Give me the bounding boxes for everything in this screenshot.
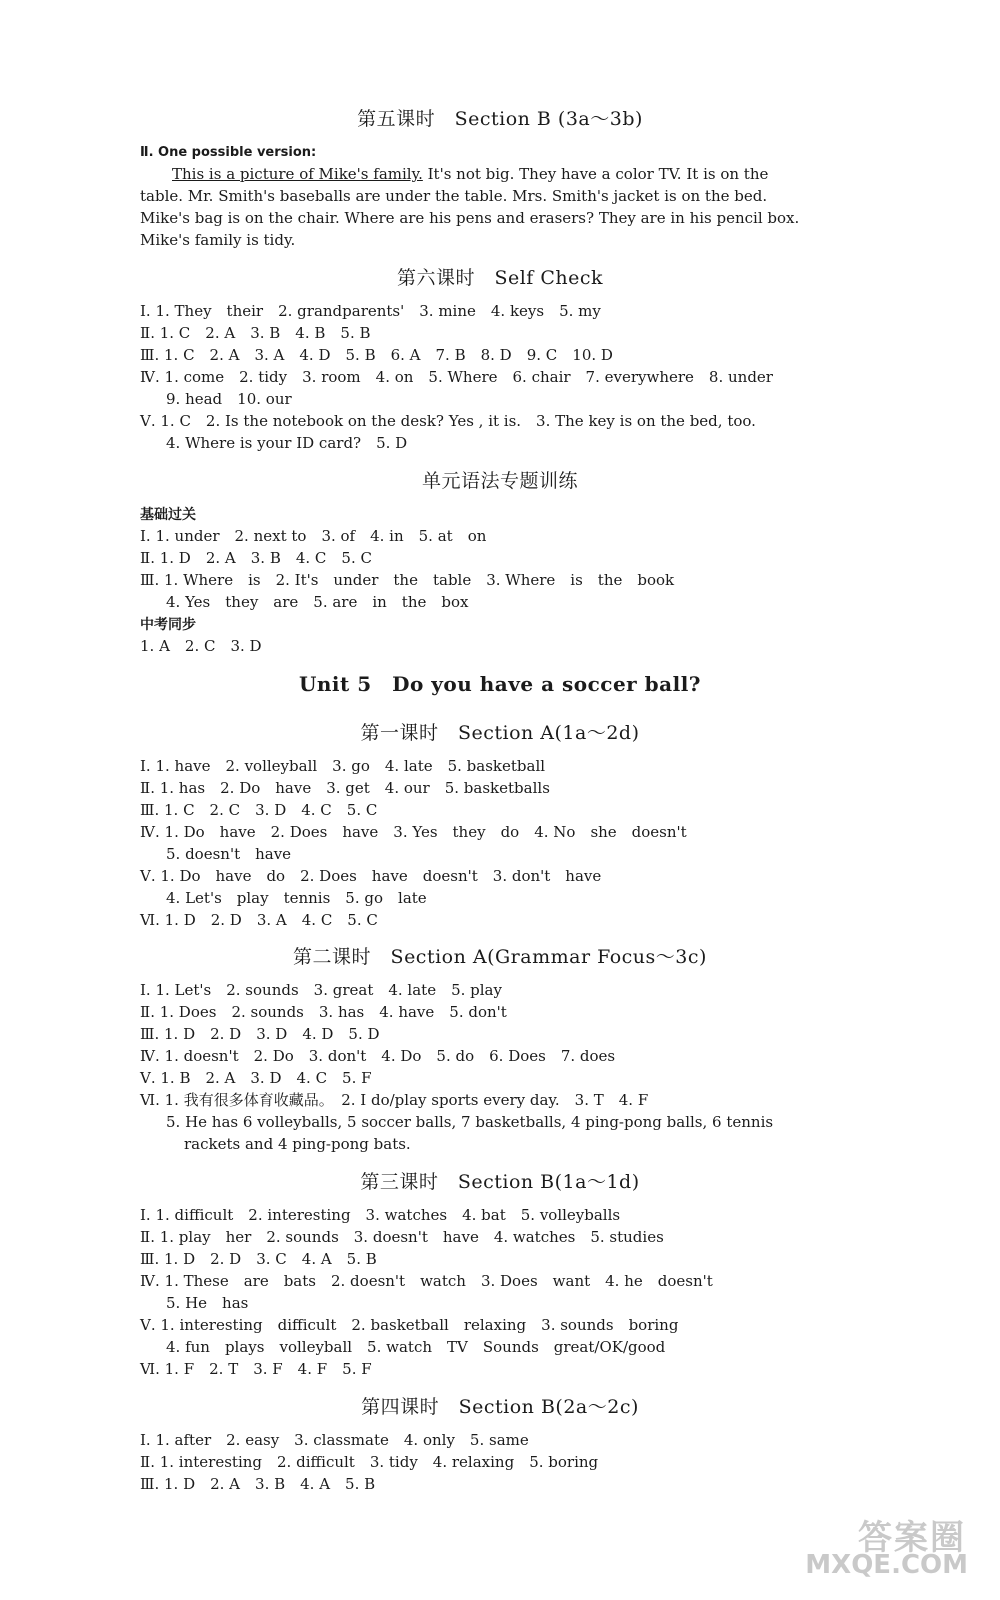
- answer-line: Ⅳ. 1. Do have 2. Does have 3. Yes they do 4. No she doesn't: [140, 823, 687, 841]
- answer-line: Ⅲ. 1. D 2. A 3. B 4. A 5. B: [140, 1475, 376, 1493]
- answer-line: Ⅴ. 1. Do have do 2. Does have doesn't 3. don't have: [140, 867, 602, 885]
- answer-line: Ⅱ. 1. C 2. A 3. B 4. B 5. B: [140, 324, 371, 342]
- section-title-u3: 第三课时 Section B(1a～1d): [360, 1171, 640, 1193]
- section-title-u4: 第四课时 Section B(2a～2c): [361, 1396, 639, 1418]
- answer-line: Ⅲ. 1. D 2. D 3. D 4. D 5. D: [140, 1025, 380, 1043]
- answer-line: 4. Let's play tennis 5. go late: [166, 889, 427, 907]
- answer-line: Ⅱ. 1. has 2. Do have 3. get 4. our 5. basketballs: [140, 779, 550, 797]
- answer-line: 5. He has: [166, 1294, 249, 1312]
- answer-line: Ⅳ. 1. come 2. tidy 3. room 4. on 5. Where 6. chair 7. everywhere 8. under: [140, 368, 773, 386]
- subheading-basic: 基础过关: [140, 507, 196, 523]
- unit-title: Unit 5 Do you have a soccer ball?: [298, 672, 702, 696]
- answer-line: Ⅵ. 1. D 2. D 3. A 4. C 5. C: [140, 911, 378, 929]
- underlined-sentence: This is a picture of Mike's family.: [172, 165, 423, 183]
- answer-line: Ⅵ. 1. F 2. T 3. F 4. F 5. F: [140, 1360, 372, 1378]
- watermark-bottom: MXQE.COM: [805, 1550, 968, 1580]
- answer-line: Ⅲ. 1. D 2. D 3. C 4. A 5. B: [140, 1250, 377, 1268]
- answer-line: Ⅰ. 1. difficult 2. interesting 3. watches 4. bat 5. volleyballs: [140, 1206, 621, 1224]
- answer-line: Ⅴ. 1. interesting difficult 2. basketball relaxing 3. sounds boring: [140, 1316, 679, 1334]
- answer-line: Ⅱ. 1. interesting 2. difficult 3. tidy 4. relaxing 5. boring: [140, 1453, 599, 1471]
- watermark-top: 答案圈: [858, 1518, 966, 1558]
- answer-line: rackets and 4 ping-pong bats.: [184, 1135, 411, 1153]
- answer-line: Ⅴ. 1. B 2. A 3. D 4. C 5. F: [140, 1069, 372, 1087]
- answer-line: Ⅰ. 1. under 2. next to 3. of 4. in 5. at on: [140, 527, 487, 545]
- answer-line: Ⅰ. 1. after 2. easy 3. classmate 4. only 5. same: [140, 1431, 529, 1449]
- answer-line: 5. He has 6 volleyballs, 5 soccer balls, 7 basketballs, 4 ping-pong balls, 6 tennis: [166, 1113, 774, 1131]
- answer-line: Ⅵ. 1. 我有很多体育收藏品。 2. I do/play sports every day. 3. T 4. F: [140, 1091, 649, 1109]
- answer-line: 4. fun plays volleyball 5. watch TV Sounds great/OK/good: [166, 1338, 666, 1356]
- answer-line: Ⅰ. 1. Let's 2. sounds 3. great 4. late 5. play: [140, 981, 502, 999]
- answer-line: 1. A 2. C 3. D: [140, 637, 262, 655]
- answer-line: Ⅳ. 1. doesn't 2. Do 3. don't 4. Do 5. do 6. Does 7. does: [140, 1047, 616, 1065]
- section-title-grammar: 单元语法专题训练: [421, 470, 578, 492]
- answer-line: 4. Where is your ID card? 5. D: [166, 434, 408, 452]
- answer-line: 5. doesn't have: [166, 845, 292, 863]
- answer-line: 4. Yes they are 5. are in the box: [166, 593, 469, 611]
- answer-line: Ⅱ. 1. D 2. A 3. B 4. C 5. C: [140, 549, 372, 567]
- sentence-rest: It's not big. They have a color TV. It is on the: [422, 165, 769, 183]
- answer-line: Ⅳ. 1. These are bats 2. doesn't watch 3. Does want 4. he doesn't: [140, 1272, 713, 1290]
- answer-line: table. Mr. Smith's baseballs are under the table. Mrs. Smith's jacket is on the bed.: [140, 187, 768, 205]
- watermark-logo: [792, 1510, 972, 1580]
- answer-line: Mike's family is tidy.: [140, 231, 296, 249]
- answer-line: Ⅱ. One possible version:: [140, 145, 317, 160]
- answer-line: Ⅲ. 1. C 2. C 3. D 4. C 5. C: [140, 801, 378, 819]
- section-title-s6: 第六课时 Self Check: [396, 267, 604, 289]
- answer-line: Ⅲ. 1. Where is 2. It's under the table 3. Where is the book: [140, 571, 675, 589]
- answer-line: Mike's bag is on the chair. Where are his pens and erasers? They are in his pencil box.: [140, 209, 800, 227]
- answer-line: Ⅱ. 1. Does 2. sounds 3. has 4. have 5. don't: [140, 1003, 507, 1021]
- answer-line: Ⅰ. 1. have 2. volleyball 3. go 4. late 5. basketball: [140, 757, 546, 775]
- section-title-u1: 第一课时 Section A(1a～2d): [360, 722, 640, 744]
- subheading-exam: 中考同步: [140, 617, 196, 633]
- section-title-u2: 第二课时 Section A(Grammar Focus～3c): [293, 946, 707, 968]
- answer-line: 9. head 10. our: [166, 390, 292, 408]
- section-title-s5: 第五课时 Section B (3a～3b): [357, 108, 643, 130]
- answer-line: Ⅱ. 1. play her 2. sounds 3. doesn't have 4. watches 5. studies: [140, 1228, 664, 1246]
- answer-line: [172, 164, 768, 184]
- answer-line: Ⅰ. 1. They their 2. grandparents' 3. mine 4. keys 5. my: [140, 302, 601, 320]
- answer-line: Ⅴ. 1. C 2. Is the notebook on the desk? Yes , it is. 3. The key is on the bed, too.: [140, 412, 756, 430]
- answer-line: Ⅲ. 1. C 2. A 3. A 4. D 5. B 6. A 7. B 8. D 9. C 10. D: [140, 346, 613, 364]
